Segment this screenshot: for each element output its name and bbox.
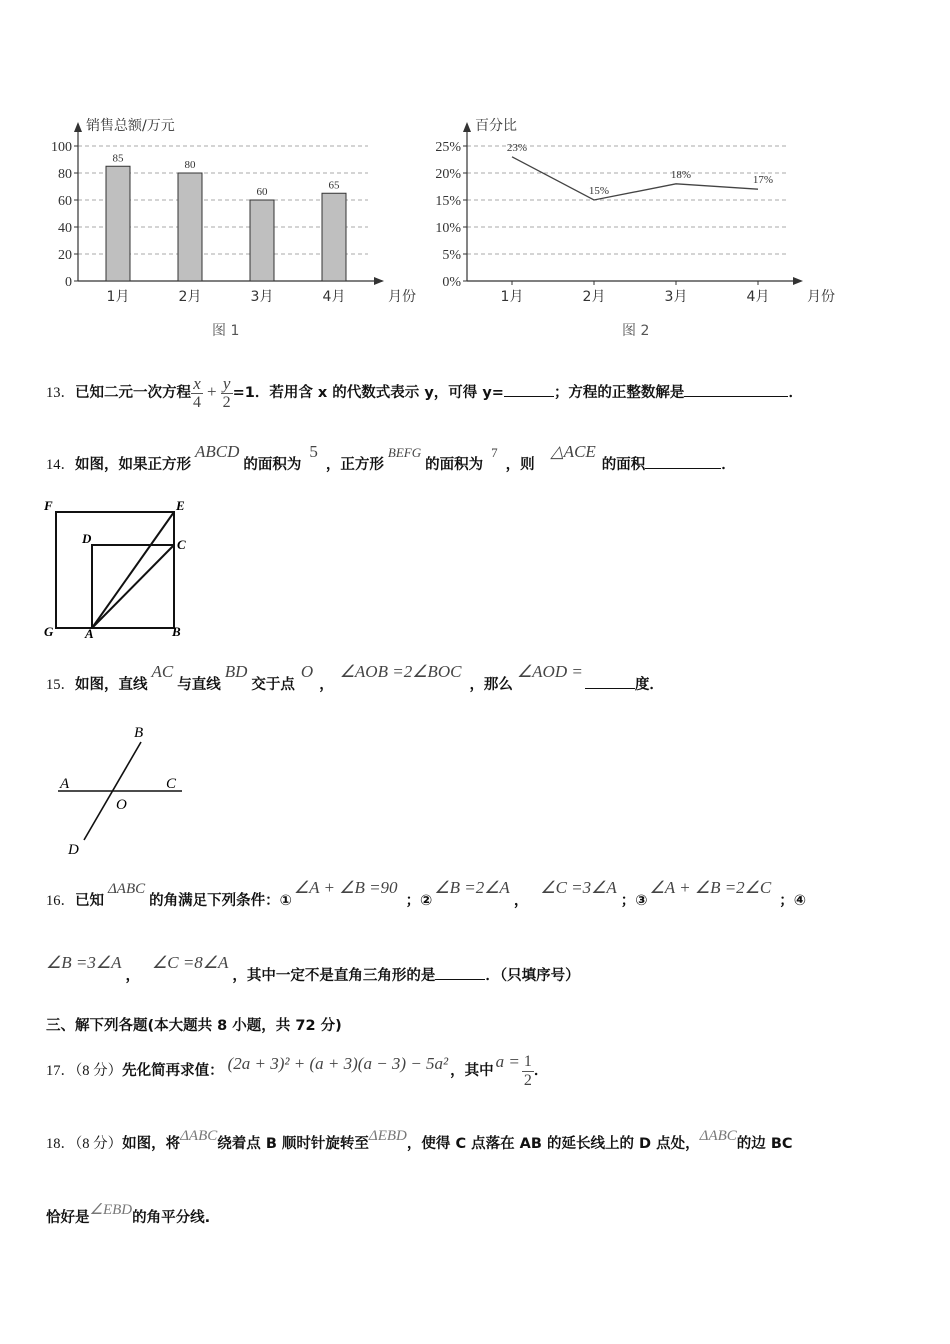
plus-sign: + bbox=[207, 382, 217, 401]
condition-4b: ∠C =8∠A bbox=[151, 953, 229, 972]
math-ac: AC bbox=[151, 662, 174, 681]
question-number: 17． bbox=[46, 1063, 75, 1079]
math-angle-aob: ∠AOB =2∠BOC bbox=[339, 662, 462, 681]
answer-blank-y[interactable] bbox=[504, 382, 554, 397]
bar-chart bbox=[40, 110, 416, 310]
series-line bbox=[512, 157, 758, 200]
x-axis-title: 月份 bbox=[807, 289, 835, 305]
math-abcd: ABCD bbox=[195, 442, 240, 461]
y-tick-label: 25% bbox=[435, 140, 461, 155]
score: （8 分） bbox=[75, 1136, 123, 1152]
y-tick-label: 5% bbox=[442, 248, 461, 263]
answer-blank-solution[interactable] bbox=[684, 382, 788, 397]
y-tick-label: 20 bbox=[58, 248, 72, 263]
bar-value-label: 85 bbox=[112, 152, 124, 165]
bar bbox=[250, 200, 274, 281]
label-b: B bbox=[172, 624, 181, 639]
math-angle-ebd: ∠EBD bbox=[89, 1202, 133, 1218]
y-axis-title: 百分比 bbox=[475, 118, 517, 134]
math-7: 7 bbox=[491, 445, 498, 460]
y-tick-label: 0% bbox=[442, 275, 461, 290]
y-tick-label: 15% bbox=[435, 194, 461, 209]
math-5: 5 bbox=[309, 442, 318, 461]
point-value-label: 18% bbox=[670, 168, 692, 181]
y-tick-label: 40 bbox=[58, 221, 72, 236]
math-befg: BEFG bbox=[387, 445, 422, 460]
condition-4a: ∠B =3∠A bbox=[46, 953, 122, 972]
figure-2-caption: 图 2 bbox=[622, 323, 650, 339]
x-tick-label: 2月 bbox=[582, 289, 606, 305]
bar-chart-svg bbox=[40, 110, 416, 310]
label-o: O bbox=[116, 797, 127, 813]
math-triangle-abc-2: ΔABC bbox=[699, 1128, 737, 1144]
condition-1: ∠A + ∠B =90 bbox=[293, 878, 398, 897]
question-number: 18． bbox=[46, 1136, 75, 1152]
condition-3: ∠A + ∠B =2∠C bbox=[649, 878, 772, 897]
question-18: 18．（8 分）如图，将ΔABC绕着点 B 顺时针旋转至ΔEBD，使得 C 点落在 AB 的延长线上的 D 点处，ΔABC的边 BC bbox=[46, 1128, 793, 1152]
condition-2b: ∠C =3∠A bbox=[540, 878, 617, 897]
y-tick-label: 60 bbox=[58, 194, 72, 209]
bar bbox=[106, 166, 130, 281]
fraction-y-over-2: $\frac{y}{2}$ bbox=[222, 373, 231, 411]
segment-ac bbox=[92, 545, 174, 628]
math-triangle-abc: ΔABC bbox=[180, 1128, 218, 1144]
square-befg bbox=[56, 512, 174, 628]
q13-text-2: =1．若用含 x 的代数式表示 y，可得 y= bbox=[232, 385, 504, 401]
section-heading: 三、解下列各题(本大题共 8 小题，共 72 分) bbox=[46, 1018, 342, 1034]
label-a: A bbox=[85, 626, 94, 641]
intersecting-lines-svg bbox=[52, 720, 202, 865]
math-triangle-ace: △ACE bbox=[550, 442, 596, 461]
y-tick-label: 20% bbox=[435, 167, 461, 182]
point-value-label: 17% bbox=[752, 174, 774, 187]
question-number: 13． bbox=[46, 385, 75, 401]
x-axis-title: 月份 bbox=[388, 289, 416, 305]
math-triangle-ebd: ΔEBD bbox=[368, 1128, 407, 1144]
segment-ae bbox=[92, 512, 174, 628]
x-tick-label: 1月 bbox=[106, 289, 130, 305]
line-chart-svg bbox=[420, 110, 835, 310]
x-tick-label: 1月 bbox=[500, 289, 524, 305]
bar-value-label: 80 bbox=[184, 159, 196, 171]
label-c: C bbox=[177, 537, 186, 552]
question-16: 16．已知ΔABC的角满足下列条件：①∠A + ∠B =90；②∠B =2∠A，∠C =3∠A；③∠A + ∠B =2∠C；④ bbox=[46, 878, 807, 909]
x-tick-label: 4月 bbox=[322, 289, 346, 305]
x-tick-label: 2月 bbox=[178, 289, 202, 305]
question-number: 16． bbox=[46, 893, 75, 909]
y-axis-arrow bbox=[463, 122, 471, 132]
point-value-label: 23% bbox=[506, 141, 528, 154]
bar-value-label: 60 bbox=[256, 186, 268, 198]
figure-1-caption: 图 1 bbox=[212, 323, 240, 339]
fraction-one-half: $\frac{1}{2}$ bbox=[523, 1052, 532, 1089]
answer-blank-degree[interactable] bbox=[585, 674, 635, 689]
q13-text-3: ；方程的正整数解是 bbox=[553, 385, 685, 401]
x-tick-label: 4月 bbox=[746, 289, 770, 305]
math-triangle-abc: ΔABC bbox=[108, 881, 146, 897]
math-o: O bbox=[300, 662, 314, 681]
bar-value-label: 65 bbox=[328, 179, 340, 192]
math-a-equals: a = bbox=[495, 1052, 520, 1071]
label-g: G bbox=[44, 624, 54, 639]
score: （8 分） bbox=[75, 1063, 123, 1079]
question-18-line-2: 恰好是∠EBD的角平分线. bbox=[46, 1202, 211, 1226]
label-d: D bbox=[68, 842, 79, 858]
x-tick-label: 3月 bbox=[664, 289, 688, 305]
y-tick-label: 100 bbox=[51, 140, 72, 155]
label-a: A bbox=[60, 776, 70, 792]
question-17: 17．（8 分）先化简再求值： (2a + 3)² + (a + 3)(a − 3) − 5a² ，其中 a = $\frac{1}{2}$ ． bbox=[46, 1052, 549, 1089]
label-b: B bbox=[134, 725, 144, 741]
math-angle-aod: ∠AOD = bbox=[516, 662, 583, 681]
math-bd: BD bbox=[224, 662, 248, 681]
label-e: E bbox=[176, 498, 185, 513]
x-tick-label: 3月 bbox=[250, 289, 274, 305]
y-axis-title: 销售总额/万元 bbox=[86, 118, 175, 134]
question-16-line-2: ∠B =3∠A，∠C =8∠A，其中一定不是直角三角形的是 ．（只填序号） bbox=[46, 953, 580, 984]
label-f: F bbox=[44, 498, 53, 513]
question-14: 14．如图，如果正方形ABCD的面积为5，正方形BEFG的面积为7，则△ACE的面积 ． bbox=[46, 442, 736, 473]
label-c: C bbox=[166, 776, 177, 792]
square-figure-svg bbox=[40, 496, 200, 644]
y-tick-label: 0 bbox=[65, 275, 72, 290]
x-axis-arrow bbox=[793, 277, 803, 285]
x-axis-arrow bbox=[374, 277, 384, 285]
answer-blank-choice[interactable] bbox=[435, 965, 485, 980]
label-d: D bbox=[82, 531, 92, 546]
condition-2a: ∠B =2∠A bbox=[434, 878, 510, 897]
bar bbox=[322, 193, 346, 281]
question-number: 14． bbox=[46, 457, 75, 473]
question-15: 15．如图，直线AC与直线BD交于点O，∠AOB =2∠BOC，那么∠AOD =度． bbox=[46, 662, 664, 693]
fraction-x-over-4: $\frac{x}{4}$ bbox=[193, 373, 201, 411]
question-13: 13．已知二元一次方程 $\frac{x}{4}$ + $\frac{y}{2}$ =1．若用含 x 的代数式表示 y，可得 y= ；方程的正整数解是 ． bbox=[46, 373, 803, 411]
y-axis-arrow bbox=[74, 122, 82, 132]
bar bbox=[178, 173, 202, 281]
y-tick-label: 80 bbox=[58, 167, 72, 182]
question-number: 15． bbox=[46, 677, 75, 693]
q13-text-1: 已知二元一次方程 bbox=[75, 385, 191, 401]
intersecting-lines-figure bbox=[52, 720, 202, 865]
point-value-label: 15% bbox=[588, 185, 610, 197]
expression: (2a + 3)² + (a + 3)(a − 3) − 5a² bbox=[227, 1054, 449, 1073]
square-figure bbox=[40, 496, 200, 644]
answer-blank-area[interactable] bbox=[645, 454, 721, 469]
line-chart bbox=[420, 110, 835, 310]
y-tick-label: 10% bbox=[435, 221, 461, 236]
